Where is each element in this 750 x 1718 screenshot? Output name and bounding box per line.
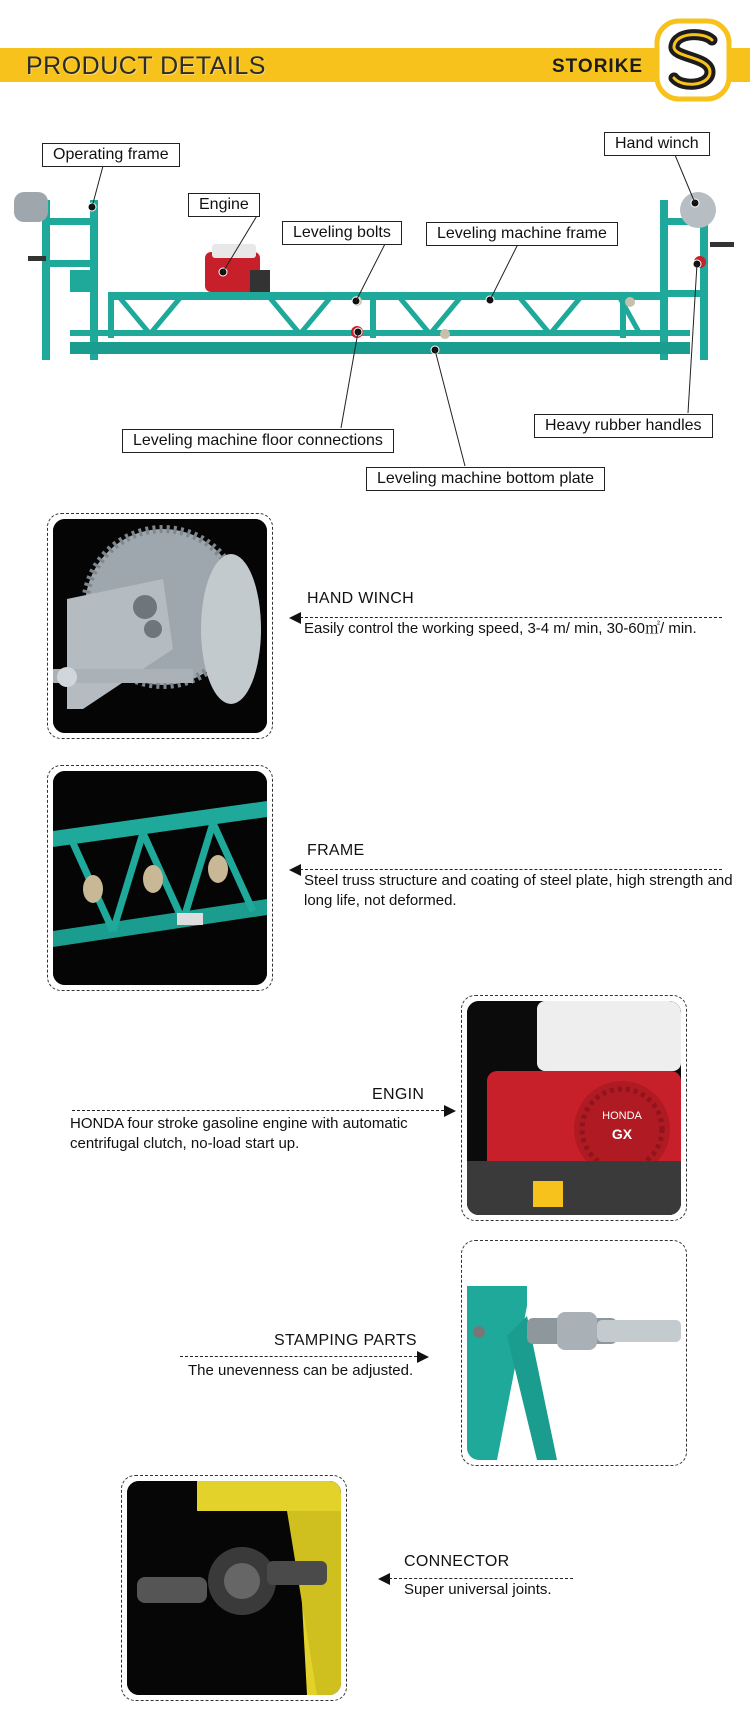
stamping-parts-photo [467,1246,681,1460]
feature-desc-hand-winch: Easily control the working speed, 3-4 m/ min, 30-60㎡/ min. [304,620,697,637]
engine-photo-frame [461,995,687,1221]
callout-leveling-bolts: Leveling bolts [282,221,402,245]
callout-operating-frame: Operating frame [42,143,180,167]
feature-divider [180,1356,417,1357]
engine-model-text: GX [611,1126,633,1142]
brand-name: STORIKE [552,56,644,77]
arrow-left-icon [289,612,301,624]
feature-desc-engin: HONDA four stroke gasoline engine with automatic centrifugal clutch, no-load start up. [70,1115,408,1152]
connector-photo [127,1481,341,1695]
feature-title-connector: CONNECTOR [404,1553,510,1570]
frame-photo-frame [47,765,273,991]
feature-divider [72,1110,444,1111]
arrow-left-icon [378,1573,390,1585]
callout-floor-connections: Leveling machine floor connections [122,429,394,453]
hand-winch-photo-frame [47,513,273,739]
feature-divider [300,869,722,870]
callout-heavy-rubber-handles: Heavy rubber handles [534,414,713,438]
feature-title-hand-winch: HAND WINCH [307,590,414,607]
frame-photo [53,771,267,985]
engine-photo [467,1001,681,1215]
feature-title-stamping-parts: STAMPING PARTS [274,1332,417,1349]
arrow-left-icon [289,864,301,876]
callout-engine: Engine [188,193,260,217]
hand-winch-photo [53,519,267,733]
callout-hand-winch: Hand winch [604,132,710,156]
page-title: PRODUCT DETAILS [26,52,266,80]
callout-leveling-machine-frame: Leveling machine frame [426,222,618,246]
feature-divider [300,617,722,618]
feature-title-engin: ENGIN [372,1086,425,1103]
callout-bottom-plate: Leveling machine bottom plate [366,467,605,491]
feature-divider [389,1578,573,1579]
feature-desc-frame: Steel truss structure and coating of steel plate, high strength and long life, not deformed. [304,872,733,909]
feature-title-frame: FRAME [307,842,365,859]
feature-desc-connector: Super universal joints. [404,1581,552,1598]
stamping-parts-photo-frame [461,1240,687,1466]
connector-photo-frame [121,1475,347,1701]
feature-desc-stamping-parts: The unevenness can be adjusted. [188,1362,414,1379]
engine-brand-text: HONDA [602,1110,642,1122]
